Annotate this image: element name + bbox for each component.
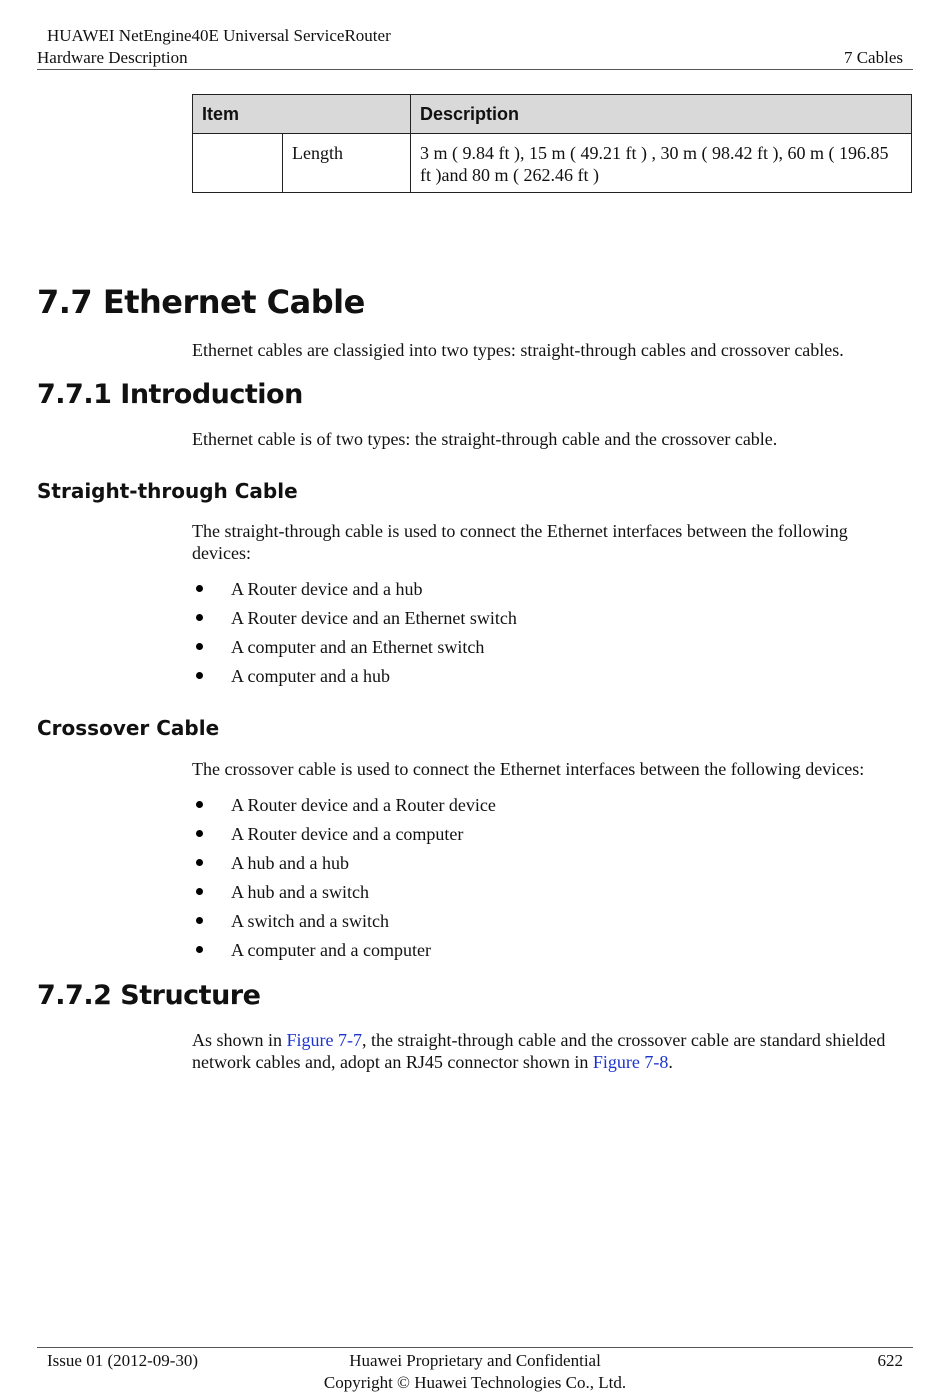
footer-issue: Issue 01 (2012-09-30) [47,1351,199,1370]
structure-heading: 7.7.2 Structure [37,980,261,1011]
straight-through-heading: Straight-through Cable [37,479,298,503]
introduction-text: Ethernet cable is of two types: the straight-through cable and the crossover cable. [192,429,778,449]
header-chapter: 7 Cables [843,48,903,67]
bullet-icon [196,888,203,895]
table-header-row [193,95,912,134]
footer-confidential: Huawei Proprietary and Confidential [349,1351,601,1370]
list-item: A computer and a computer [192,939,496,968]
table-cell-item [193,134,283,193]
header-divider [37,69,913,70]
bullet-icon [196,801,203,808]
straight-through-list [192,578,517,694]
footer-copyright: Copyright © Huawei Technologies Co., Ltd. [323,1373,627,1392]
table-cell-description: 3 m ( 9.84 ft ), 15 m ( 49.21 ft ) , 30 m ( 98.42 ft ), 60 m ( 196.85 ft )and 80 m ( 262.46 ft ) [411,134,912,193]
list-item: A Router device and a Router device [192,794,496,823]
bullet-icon [196,946,203,953]
straight-through-text: The straight-through cable is used to connect the Ethernet interfaces between the following devices: [192,521,848,563]
bullet-icon [196,830,203,837]
table-header-description: Description [411,95,912,134]
bullet-icon [196,917,203,924]
list-item: A Router device and an Ethernet switch [192,607,517,636]
list-item: A computer and an Ethernet switch [192,636,517,665]
header-product: HUAWEI NetEngine40E Universal ServiceRouter [47,26,391,45]
bullet-icon [196,585,203,592]
list-item: A Router device and a hub [192,578,517,607]
list-item: A computer and a hub [192,665,517,694]
header-doc-title: Hardware Description [37,48,188,67]
spec-table [192,94,912,193]
section-title: 7.7 Ethernet Cable [37,283,365,321]
bullet-icon [196,614,203,621]
list-item: A hub and a hub [192,852,496,881]
section-intro: Ethernet cables are classigied into two types: straight-through cables and crossover cables. [192,340,844,360]
footer-divider [37,1347,913,1348]
bullet-icon [196,643,203,650]
figure-7-8-link[interactable]: Figure 7-8 [592,1052,669,1072]
crossover-text: The crossover cable is used to connect the Ethernet interfaces between the following devices: [192,759,865,779]
table-cell-subitem: Length [283,134,411,193]
list-item: A switch and a switch [192,910,496,939]
table-header-item: Item [193,95,411,134]
crossover-list [192,794,496,968]
table-row [193,134,912,193]
bullet-icon [196,672,203,679]
bullet-icon [196,859,203,866]
list-item: A hub and a switch [192,881,496,910]
introduction-heading: 7.7.1 Introduction [37,379,303,410]
crossover-heading: Crossover Cable [37,716,220,740]
footer-page-number: 622 [877,1351,903,1370]
list-item: A Router device and a computer [192,823,496,852]
figure-7-7-link[interactable]: Figure 7-7 [286,1030,363,1050]
structure-text: As shown in Figure 7-7, the straight-through cable and the crossover cable are standard shielded network cables and, adopt an RJ45 connector shown in Figure 7-8. [192,1030,886,1072]
